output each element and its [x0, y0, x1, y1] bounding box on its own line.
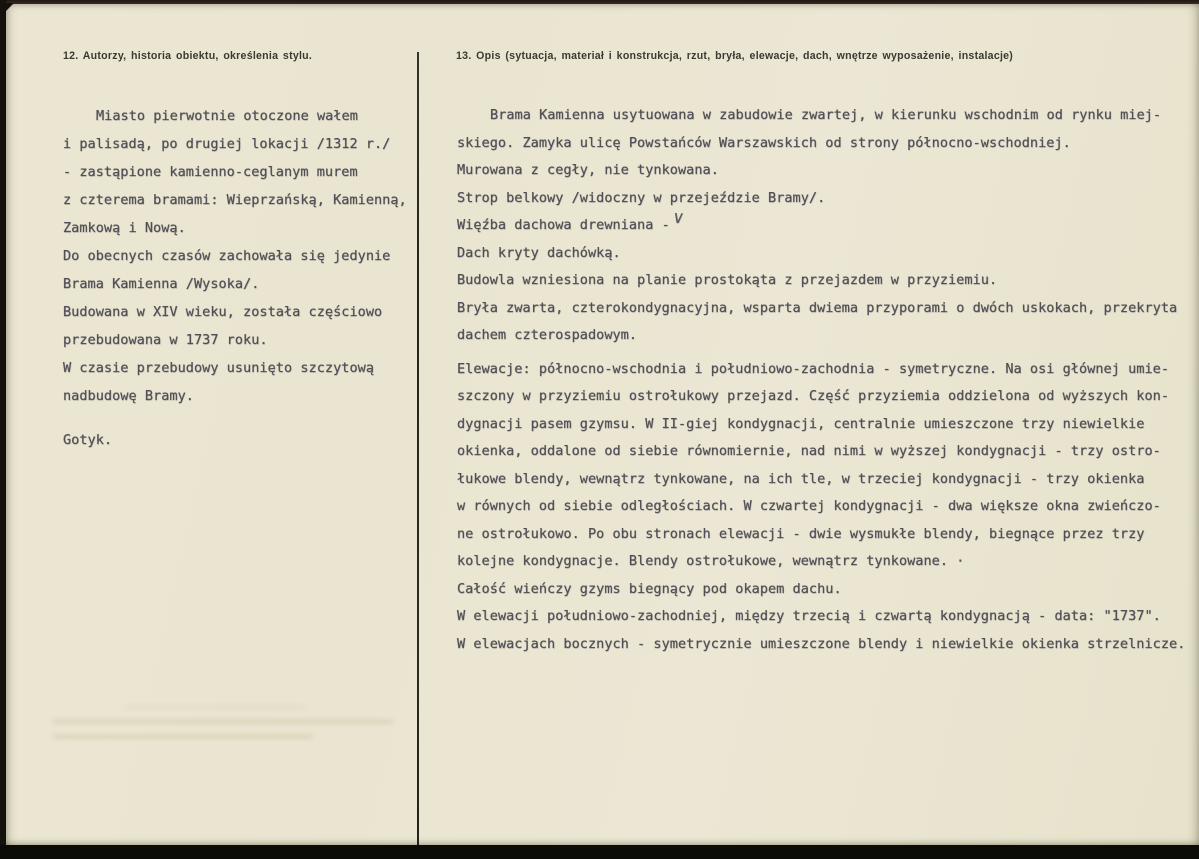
typewritten-line: Budowla wzniesiona na planie prostokąta z przejazdem w przyziemiu.	[457, 272, 998, 288]
field-12-typewritten-text	[63, 102, 423, 454]
typewritten-line: Całość wieńczy gzyms biegnący pod okapem dachu.	[457, 580, 842, 597]
typewritten-line: Do obecnych czasów zachowała się jedynie	[63, 248, 391, 264]
typewritten-line: W elewacji południowo-zachodniej, między trzecią i czwartą kondygnacją - data: "1737".	[457, 608, 1161, 624]
typewritten-line: Murowana z cegły, nie tynkowana.	[457, 162, 719, 178]
scan-bottom-edge	[0, 845, 1199, 859]
typewritten-line: w równych od siebie odległościach. W czwartej kondygnacji - dwa większe okna zwieńczo-	[457, 498, 1161, 514]
typewritten-line: dachem czterospadowym.	[457, 327, 638, 343]
typewritten-line: Bryła zwarta, czterokondygnacyjna, wsparta dwiema przyporami o dwóch uskokach, przekryta	[457, 299, 1178, 316]
typewritten-line: ne ostrołukowo. Po obu stronach elewacji - dwie wysmukłe blendy, biegnące przez trzy	[457, 525, 1145, 542]
typewritten-line: Więźba dachowa drewniana -	[457, 217, 670, 233]
handwritten-checkmark-annotation: ∨	[670, 207, 686, 229]
typewritten-line: Dach kryty dachówką.	[457, 244, 621, 261]
typewritten-line: Zamkową i Nową.	[63, 220, 186, 236]
typewritten-line: Gotyk.	[63, 432, 113, 448]
typewritten-line: Budowana w XIV wieku, została częściowo	[63, 304, 383, 320]
bleedthrough-mark	[53, 734, 313, 739]
typewritten-line: łukowe blendy, wewnątrz tynkowane, na ich tle, w trzeciej kondygnacji - trzy okienka	[457, 470, 1145, 487]
field-13-header: 13. Opis (sytuacja, materiał i konstrukcja, rzut, bryła, elewacje, dach, wnętrze wyposażenie, instalacje)	[456, 50, 1014, 62]
typewritten-line: skiego. Zamyka ulicę Powstańców Warszawskich od strony północno-wschodniej.	[457, 134, 1071, 151]
paper-corner-notch	[5, 3, 14, 12]
typewritten-line: Strop belkowy /widoczny w przejeździe Bramy/.	[457, 189, 826, 206]
typewritten-line: przebudowana w 1737 roku.	[63, 332, 268, 348]
bleedthrough-mark	[53, 719, 393, 724]
typewritten-line: i palisadą, po drugiej lokacji /1312 r./	[63, 136, 391, 152]
scan-left-edge	[0, 0, 6, 859]
typewritten-line: W elewacjach bocznych - symetrycznie umieszczone blendy i niewielkie okienka strzelnicze.	[457, 635, 1186, 652]
typewritten-line: nadbudowę Bramy.	[63, 388, 194, 404]
typewritten-line: W czasie przebudowy usunięto szczytową	[63, 360, 374, 376]
scan-top-edge	[0, 0, 1199, 4]
typewritten-line: z czterema bramami: Wieprzańską, Kamienną,	[63, 192, 407, 208]
typewritten-line: Miasto pierwotnie otoczone wałem	[96, 108, 358, 124]
typewritten-line: Brama Kamienna /Wysoka/.	[63, 276, 260, 292]
field-13-typewritten-text	[457, 102, 1193, 658]
typewritten-line: kolejne kondygnacje. Blendy ostrołukowe, wewnątrz tynkowane. ·	[457, 553, 965, 569]
typewritten-line: szczony w przyziemiu ostrołukowy przejazd. Część przyziemia oddzielona od wyższych kon-	[457, 388, 1170, 404]
typewritten-line: Brama Kamienna usytuowana w zabudowie zwartej, w kierunku wschodnim od rynku miej-	[490, 107, 1162, 123]
typewritten-line: dygnacji pasem gzymsu. W II-giej kondygnacji, centralnie umieszczone trzy niewielkie	[457, 415, 1145, 432]
typewritten-line: - zastąpione kamienno-ceglanym murem	[63, 164, 358, 180]
field-12-header: 12. Autorzy, historia obiektu, określenia stylu.	[63, 50, 313, 62]
typewritten-line: okienka, oddalone od siebie równomiernie, nad nimi w wyższej kondygnacji - trzy ostro-	[457, 443, 1161, 459]
typewritten-line: Elewacje: północno-wschodnia i południowo-zachodnia - symetryczne. Na osi głównej umie-	[457, 360, 1170, 377]
bleedthrough-mark	[125, 705, 305, 709]
